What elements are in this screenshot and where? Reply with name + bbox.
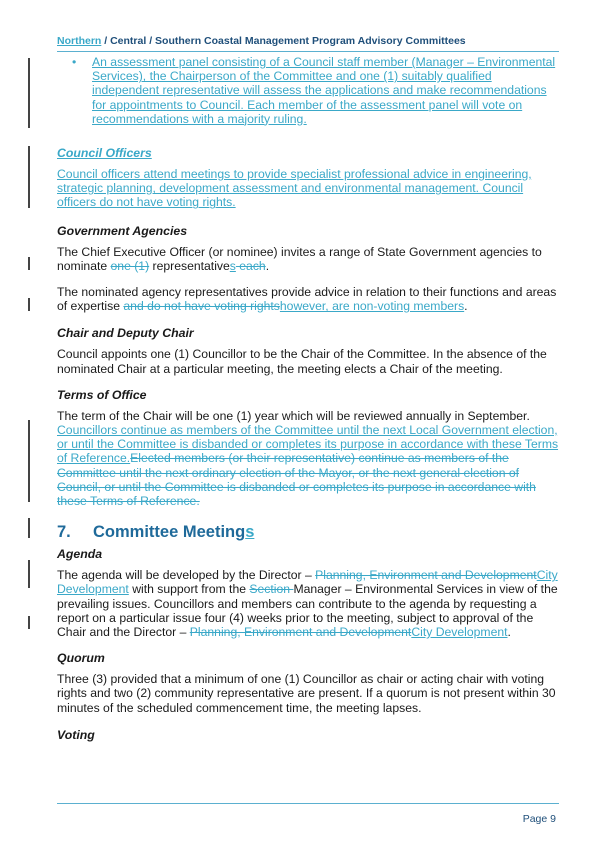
inserted-text: City Development	[57, 568, 558, 597]
text-run: .	[265, 258, 270, 273]
bullet-icon: •	[72, 55, 77, 69]
header-inserted-text: Northern	[57, 35, 102, 47]
quorum-heading: Quorum	[57, 651, 105, 666]
deleted-text: and do not have voting rights	[123, 299, 280, 314]
deleted-text: Elected members (or their representative) continue as members of the Committee until the next ordinary election of the Mayor, or the next general election of Council, or until the Committee is disbanded or completes its purpose in accordance with these Terms of Reference.	[57, 451, 536, 509]
text-run: .	[464, 299, 468, 314]
deleted-text: Section	[249, 582, 294, 597]
text-run: The term of the Chair will be one (1) year which will be reviewed annually in September.	[57, 408, 530, 423]
text-run: Committee Meeting	[93, 523, 246, 542]
change-bar	[28, 518, 30, 538]
council-officers-heading: Council Officers	[57, 146, 152, 161]
document-body	[57, 55, 559, 743]
inserted-text: however, are non-voting members	[279, 299, 465, 314]
voting-heading: Voting	[57, 727, 95, 742]
chair-heading: Chair and Deputy Chair	[57, 326, 194, 341]
section-title	[93, 522, 254, 542]
text-run: .	[507, 625, 511, 640]
inserted-text: City Development	[411, 625, 508, 640]
government-agencies-heading: Government Agencies	[57, 223, 188, 238]
running-header	[57, 35, 559, 47]
deleted-text: each	[235, 258, 266, 273]
agenda-text	[57, 568, 559, 639]
terms-heading: Terms of Office	[57, 387, 147, 402]
deleted-text: one (1)	[110, 258, 150, 273]
assessment-panel-bullet	[72, 55, 559, 126]
change-bar	[28, 420, 30, 502]
text-run: The Chief Executive Officer (or nominee) invites a range of State Government agencies to nominate	[57, 244, 542, 273]
change-bar	[28, 298, 30, 311]
agenda-heading: Agenda	[57, 547, 103, 562]
text-run: representative	[149, 258, 230, 273]
quorum-text: Three (3) provided that a minimum of one (1) Councillor as chair or acting chair with voting rights and two (2) community representative are present. If a quorum is not present within 30 minutes of the scheduled commencement time, the meeting lapses.	[57, 672, 556, 715]
section-number: 7.	[57, 523, 71, 542]
section-7-heading	[57, 522, 559, 542]
inserted-text: s	[245, 523, 255, 542]
header-divider	[57, 51, 559, 52]
bullet-text: An assessment panel consisting of a Council staff member (Manager – Environmental Services), the Chairperson of the Committee and one (1) suitably qualified independent representative will assess the applications and make recommendations for appointments to Council. Each member of the assessment panel will vote on recommendations with a majority ruling.	[92, 55, 556, 126]
change-bar	[28, 257, 30, 270]
header-title: / Central / Southern Coastal Management Program Advisory Committees	[101, 35, 466, 47]
council-officers-text: Council officers attend meetings to provide specialist professional advice in engineering, strategic planning, development assessment and environmental management. Council officers do not have voting rights.	[57, 167, 532, 210]
text-run: with support from the	[128, 582, 250, 597]
inserted-text: s	[229, 258, 236, 273]
text-run: Manager – Environmental Services in view of the prevailing issues. Councillors and members can contribute to the agenda by requesting a report on a particular issue four (4) weeks prior to the meeting, subject to approval of the Chair and the Director –	[57, 582, 558, 640]
footer-divider	[57, 803, 559, 804]
change-bar	[28, 58, 30, 128]
deleted-text: Planning, Environment and Development	[315, 568, 537, 583]
change-bar	[28, 616, 30, 629]
page-number: Page 9	[522, 813, 556, 825]
text-run: The agenda will be developed by the Director –	[57, 568, 316, 583]
change-bar	[28, 560, 30, 588]
chair-text: Council appoints one (1) Councillor to be the Chair of the Committee. In the absence of the nominated Chair at a particular meeting, the meeting elects a Chair of the meeting.	[57, 347, 547, 376]
inserted-text: Councillors continue as members of the Committee until the next Local Government election, or until the Committee is disbanded or completes its purpose in accordance with these Terms of Reference.	[57, 423, 559, 466]
terms-text	[57, 409, 559, 508]
change-bar	[28, 146, 30, 208]
deleted-text: Planning, Environment and Development	[189, 625, 412, 640]
government-agencies-paragraph-2	[57, 285, 559, 313]
text-run: The nominated agency representatives provide advice in relation to their functions and areas of expertise	[57, 285, 557, 314]
government-agencies-paragraph-1	[57, 245, 559, 273]
